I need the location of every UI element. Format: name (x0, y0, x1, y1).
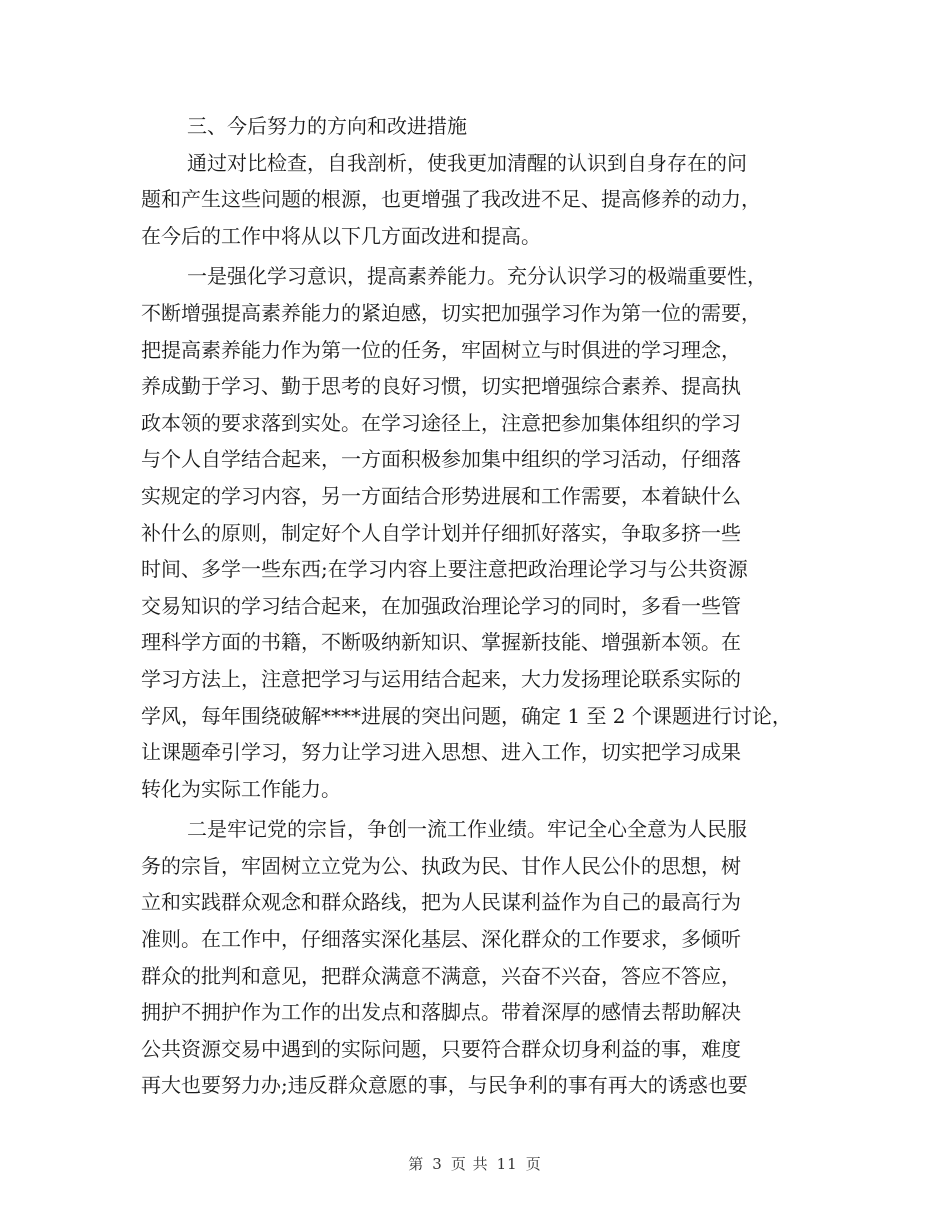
paragraph-line: 把提高素养能力作为第一位的任务，牢固树立与时俱进的学习理念， (141, 337, 741, 362)
paragraph-line: 补什么的原则，制定好个人自学计划并仔细抓好落实，争取多挤一些 (141, 520, 741, 545)
paragraph-line: 准则。在工作中，仔细落实深化基层、深化群众的工作要求，多倾听 (141, 927, 741, 952)
paragraph-line: 与个人自学结合起来，一方面积极参加集中组织的学习活动，仔细落 (141, 447, 741, 472)
paragraph-line: 不断增强提高素养能力的紧迫感，切实把加强学习作为第一位的需要， (141, 300, 761, 325)
paragraph-line: 通过对比检查，自我剖析，使我更加清醒的认识到自身存在的问 (187, 150, 747, 175)
page-footer (0, 1153, 950, 1174)
paragraph-line: 时间、多学一些东西;在学习内容上要注意把政治理论学习与公共资源 (141, 557, 748, 582)
paragraph-line: 交易知识的学习结合起来，在加强政治理论学习的同时，多看一些管 (141, 593, 741, 618)
paragraph-line: 公共资源交易中遇到的实际问题，只要符合群众切身利益的事，难度 (141, 1036, 741, 1061)
paragraph-line: 拥护不拥护作为工作的出发点和落脚点。带着深厚的感情去帮助解决 (141, 1000, 741, 1025)
paragraph-line: 题和产生这些问题的根源，也更增强了我改进不足、提高修养的动力， (141, 187, 761, 212)
paragraph-line: 学习方法上，注意把学习与运用结合起来，大力发扬理论联系实际的 (141, 666, 741, 691)
paragraph-line: 政本领的要求落到实处。在学习途径上，注意把参加集体组织的学习 (141, 410, 741, 435)
paragraph-line: 二是牢记党的宗旨，争创一流工作业绩。牢记全心全意为人民服 (187, 817, 747, 842)
footer-total-pages: 11 (496, 1155, 518, 1173)
paragraph-line: 群众的批判和意见，把群众满意不满意，兴奋不兴奋，答应不答应， (141, 963, 741, 988)
paragraph-line: 立和实践群众观念和群众路线，把为人民谋利益作为自己的最高行为 (141, 890, 741, 915)
section-heading: 三、今后努力的方向和改进措施 (187, 114, 467, 138)
paragraph-line: 实规定的学习内容，另一方面结合形势进展和工作需要，本着缺什么 (141, 483, 741, 508)
paragraph-line: 转化为实际工作能力。 (141, 776, 341, 801)
footer-suffix: 页 (525, 1155, 542, 1173)
paragraph-1 (141, 145, 841, 255)
paragraph-line: 学风，每年围绕破解****进展的突出问题，确定 1 至 2 个课题进行讨论， (141, 703, 792, 728)
paragraph-line: 理科学方面的书籍，不断吸纳新知识、掌握新技能、增强新本领。在 (141, 630, 741, 655)
paragraph-2 (141, 258, 841, 807)
paragraph-line: 养成勤于学习、勤于思考的良好习惯，切实把增强综合素养、提高执 (141, 374, 741, 399)
footer-page-number: 3 (432, 1155, 443, 1173)
document-body (141, 108, 841, 1104)
paragraph-line: 再大也要努力办;违反群众意愿的事，与民争利的事有再大的诱惑也要 (141, 1073, 748, 1098)
paragraph-3 (141, 811, 841, 1104)
paragraph-line: 务的宗旨，牢固树立立党为公、执政为民、甘作人民公仆的思想，树 (141, 853, 741, 878)
paragraph-line: 在今后的工作中将从以下几方面改进和提高。 (141, 223, 541, 248)
footer-prefix: 第 (408, 1155, 425, 1173)
footer-middle: 页 共 (450, 1155, 489, 1173)
paragraph-line: 一是强化学习意识，提高素养能力。充分认识学习的极端重要性， (187, 264, 767, 289)
paragraph-line: 让课题牵引学习，努力让学习进入思想、进入工作，切实把学习成果 (141, 740, 741, 765)
